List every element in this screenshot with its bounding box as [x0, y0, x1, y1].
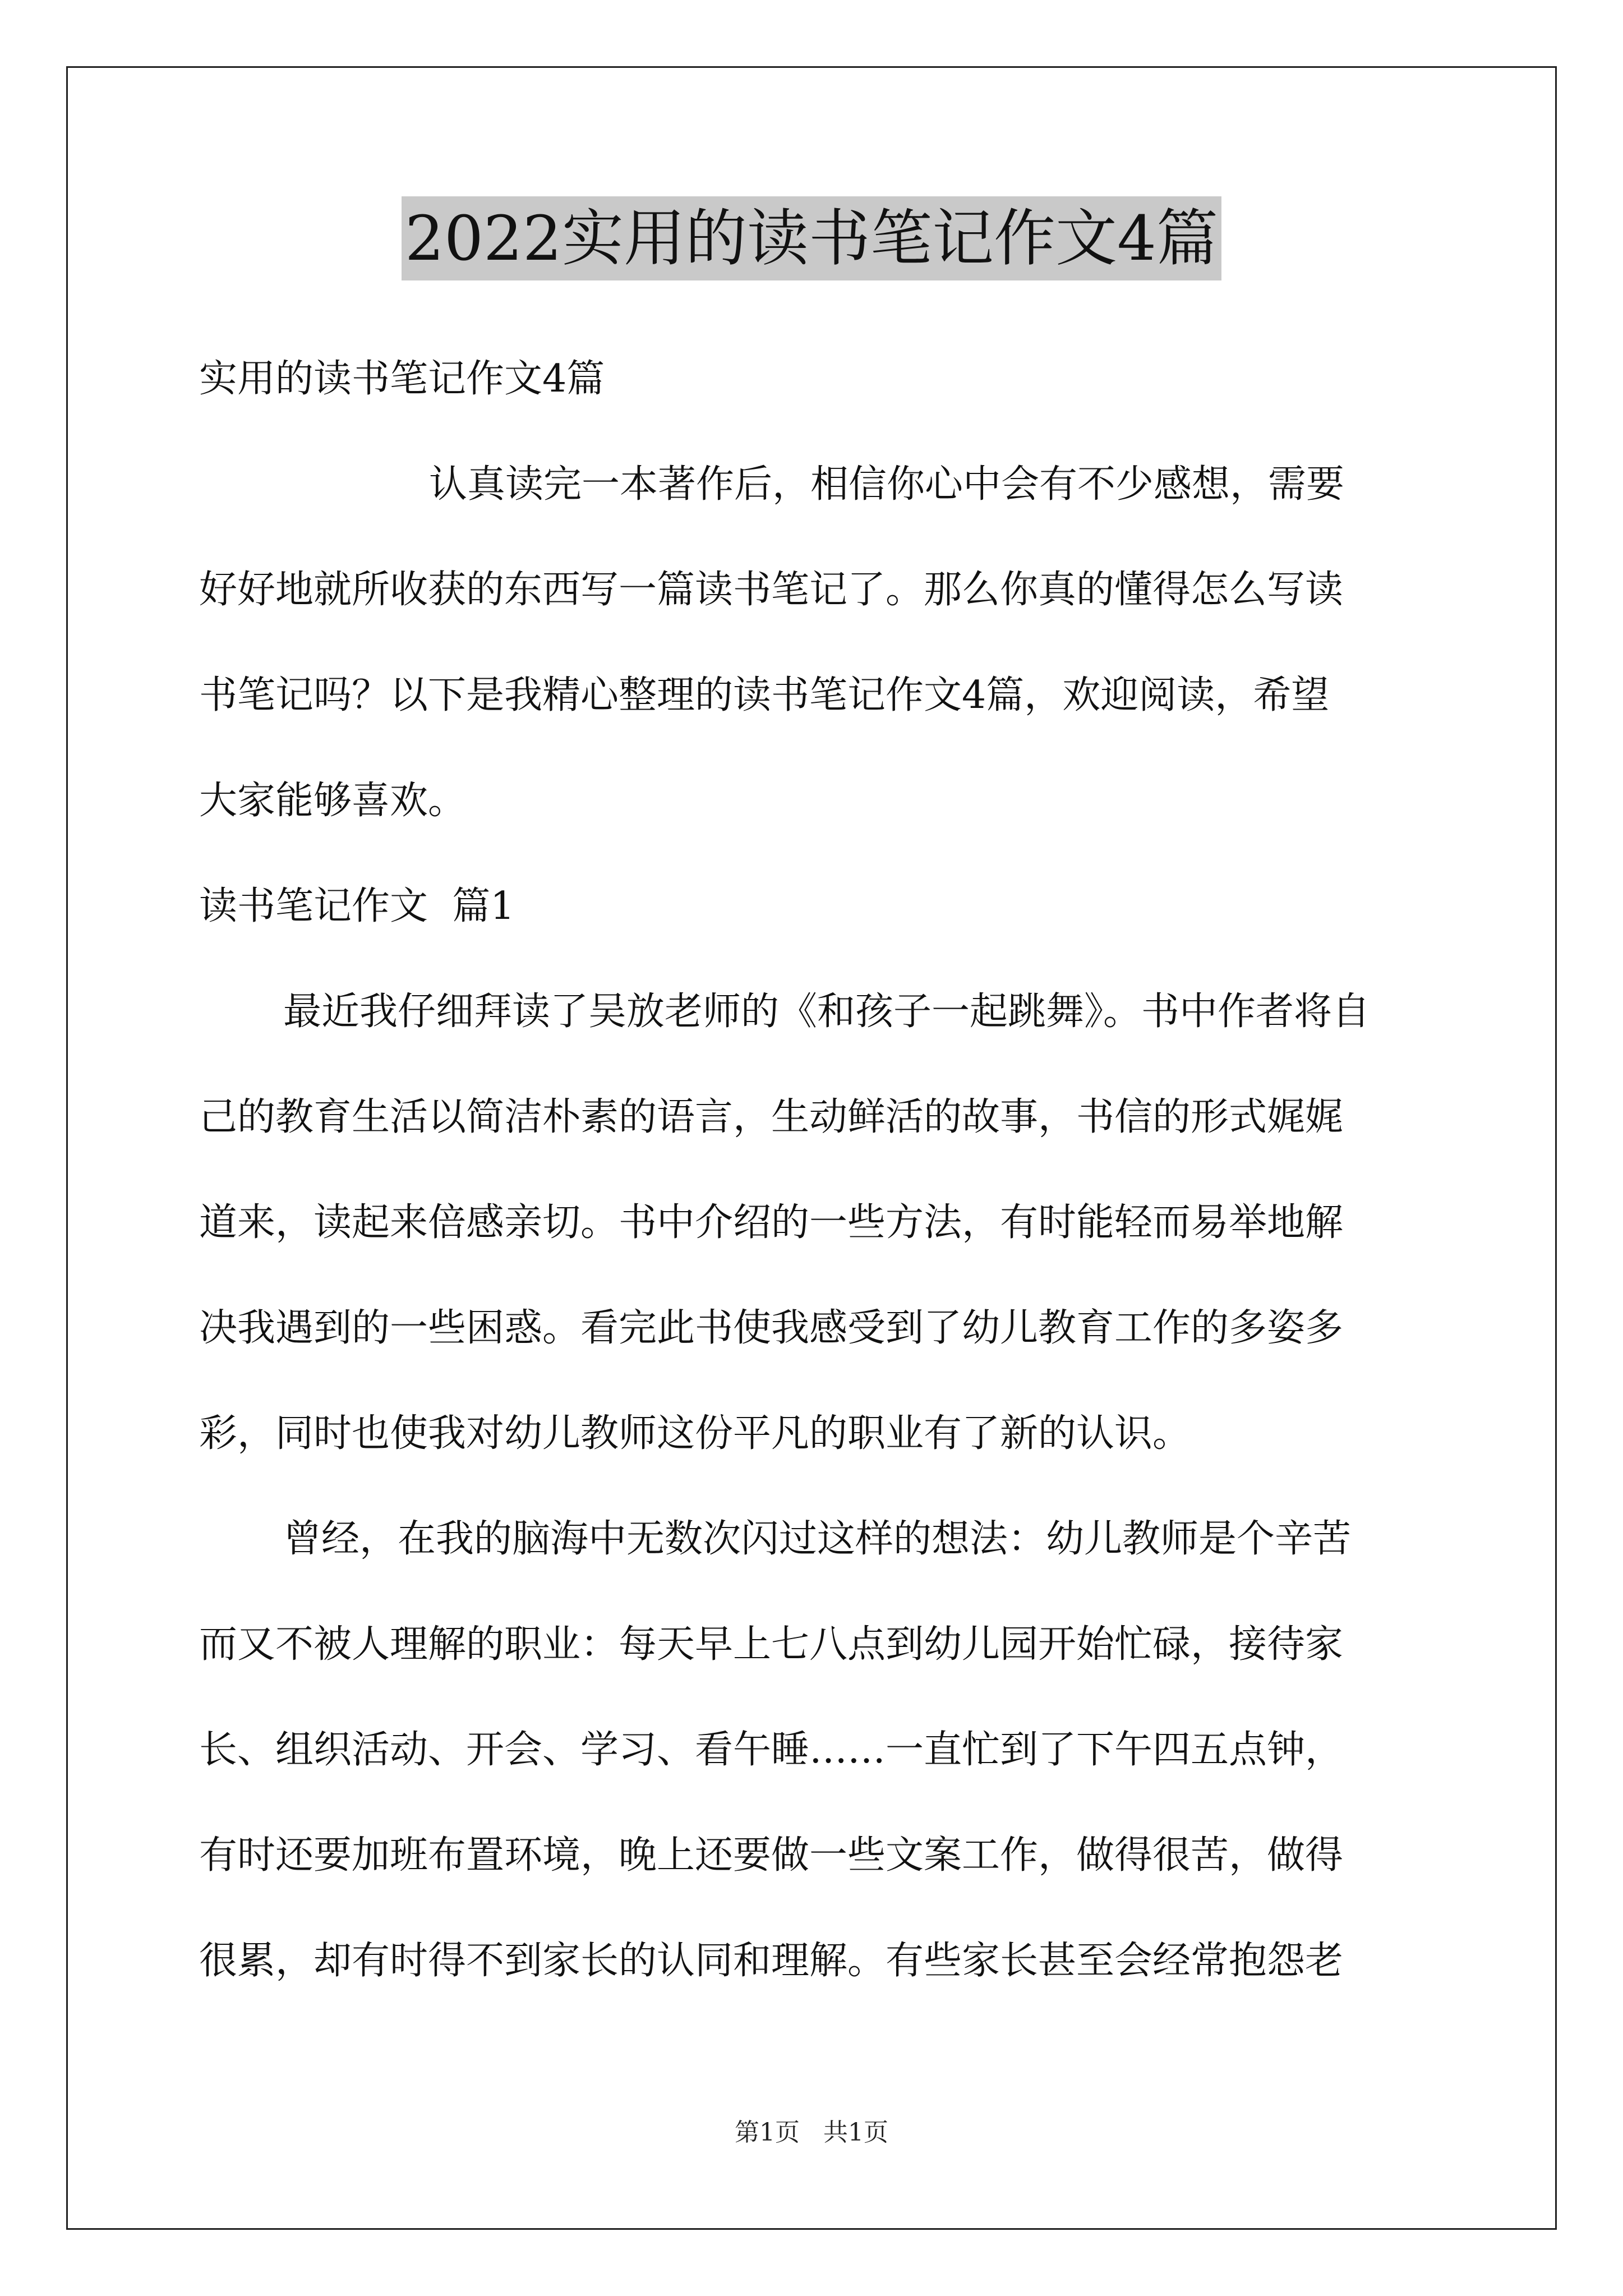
intro-line-2: 好好地就所收获的东西写一篇读书笔记了。那么你真的懂得怎么写读 — [199, 568, 1344, 612]
page-footer — [0, 2112, 1623, 2148]
paragraph2-line-3: 长、组织活动、开会、学习、看午睡……一直忙到了下午四五点钟， — [199, 1728, 1344, 1772]
section-heading: 读书笔记作文 篇1 — [199, 884, 515, 928]
paragraph1-line-4: 决我遇到的一些困惑。看完此书使我感受到了幼儿教育工作的多姿多 — [199, 1306, 1344, 1350]
paragraph1-line-3: 道来，读起来倍感亲切。书中介绍的一些方法，有时能轻而易举地解 — [199, 1200, 1344, 1245]
paragraph1-line-2: 己的教育生活以简洁朴素的语言，生动鲜活的故事，书信的形式娓娓 — [199, 1095, 1344, 1139]
page-number: 第1页 共1页 — [735, 2118, 888, 2147]
paragraph1-line-5: 彩，同时也使我对幼儿教师这份平凡的职业有了新的认识。 — [199, 1411, 1191, 1456]
intro-line-3: 书笔记吗？以下是我精心整理的读书笔记作文4篇，欢迎阅读，希望 — [199, 673, 1330, 717]
paragraph2-line-4: 有时还要加班布置环境，晚上还要做一些文案工作，做得很苦，做得 — [199, 1833, 1344, 1878]
document-body — [199, 326, 1433, 2014]
intro-line-4: 大家能够喜欢。 — [199, 779, 467, 823]
title-block — [0, 196, 1623, 280]
paragraph2-line-1: 曾经，在我的脑海中无数次闪过这样的想法：幼儿教师是个辛苦 — [283, 1517, 1352, 1561]
document-title: 2022实用的读书笔记作文4篇 — [402, 196, 1221, 280]
intro-line-1: 认真读完一本著作后，相信你心中会有不少感想，需要 — [429, 462, 1345, 507]
paragraph2-line-2: 而又不被人理解的职业：每天早上七八点到幼儿园开始忙碌，接待家 — [199, 1622, 1344, 1667]
paragraph2-line-5: 很累，却有时得不到家长的认同和理解。有些家长甚至会经常抱怨老 — [199, 1939, 1344, 1983]
paragraph1-line-1: 最近我仔细拜读了吴放老师的《和孩子一起跳舞》。书中作者将自 — [283, 990, 1371, 1034]
subtitle: 实用的读书笔记作文4篇 — [199, 357, 605, 401]
